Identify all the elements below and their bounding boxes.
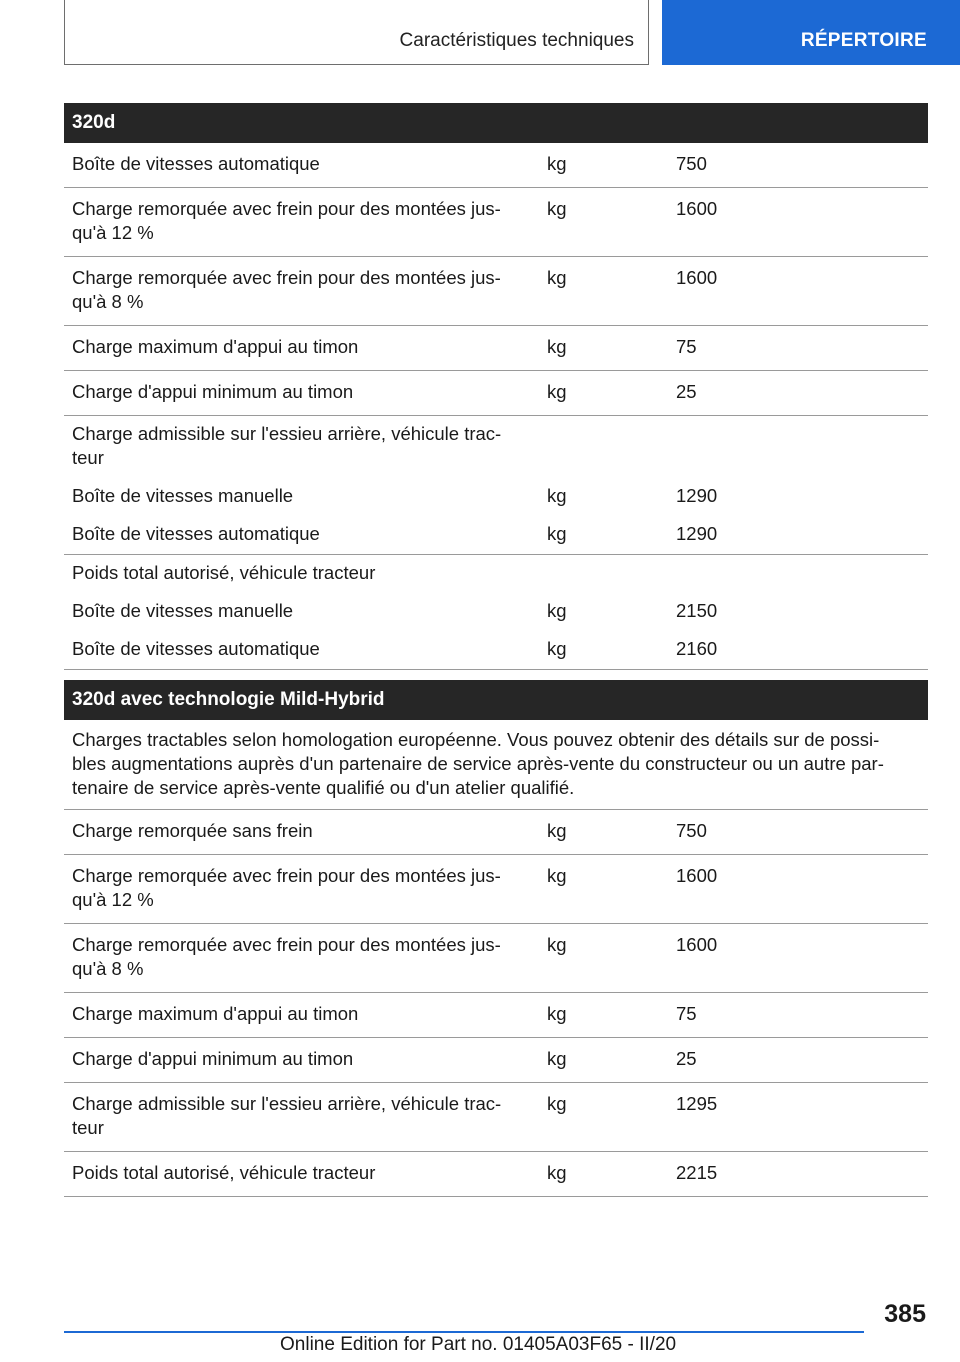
table-row <box>64 516 928 555</box>
spec-table-320d-mild-hybrid <box>64 680 928 1197</box>
row-label: Charge maximum d'appui au timon <box>72 1003 359 1024</box>
header-index-tab[interactable] <box>662 0 960 65</box>
row-label: Boîte de vitesses manuelle <box>72 485 294 506</box>
row-value: 2215 <box>676 1162 718 1183</box>
row-label: Boîte de vitesses manuelle <box>72 600 294 621</box>
row-unit: kg <box>547 1093 567 1114</box>
row-label: Charge remorquée avec frein pour des montées jus- qu'à 12 % <box>72 198 501 243</box>
table-row <box>64 1152 928 1197</box>
row-unit: kg <box>547 267 567 288</box>
table-title: 320d <box>64 103 928 143</box>
table-row <box>64 478 928 516</box>
row-value: 1290 <box>676 485 718 506</box>
row-unit: kg <box>547 1048 567 1069</box>
table-row <box>64 924 928 993</box>
row-value: 1290 <box>676 523 718 544</box>
row-value: 1600 <box>676 198 718 219</box>
table-row <box>64 855 928 924</box>
table-row <box>64 1038 928 1083</box>
row-unit: kg <box>547 153 567 174</box>
row-value: 75 <box>676 1003 697 1024</box>
table-row <box>64 555 928 593</box>
row-unit: kg <box>547 1003 567 1024</box>
row-value: 25 <box>676 381 697 402</box>
row-label: Poids total autorisé, véhicule tracteur <box>72 562 376 583</box>
row-unit: kg <box>547 485 567 506</box>
row-label: Charge remorquée avec frein pour des montées jus- qu'à 8 % <box>72 267 501 312</box>
table-row <box>64 257 928 326</box>
row-value: 1600 <box>676 267 718 288</box>
row-value: 2150 <box>676 600 718 621</box>
row-value: 750 <box>676 153 707 174</box>
row-label: Charge d'appui minimum au timon <box>72 381 354 402</box>
table-row <box>64 993 928 1038</box>
row-label: Charge admissible sur l'essieu arrière, véhicule trac- teur <box>72 423 502 468</box>
row-label: Charge maximum d'appui au timon <box>72 336 359 357</box>
row-unit: kg <box>547 336 567 357</box>
row-value: 2160 <box>676 638 718 659</box>
table-row <box>64 188 928 257</box>
footer-divider <box>64 1331 864 1333</box>
row-value: 1295 <box>676 1093 718 1114</box>
table-row <box>64 143 928 188</box>
row-unit: kg <box>547 1162 567 1183</box>
row-label: Poids total autorisé, véhicule tracteur <box>72 1162 376 1183</box>
row-unit: kg <box>547 934 567 955</box>
row-label: Charge d'appui minimum au timon <box>72 1048 354 1069</box>
header-section-title: Caractéristiques techniques <box>399 30 634 51</box>
row-label: Charge admissible sur l'essieu arrière, véhicule trac- teur <box>72 1093 502 1138</box>
row-value: 750 <box>676 820 707 841</box>
table-row <box>64 810 928 855</box>
row-label: Boîte de vitesses automatique <box>72 523 320 544</box>
header-index-label: RÉPERTOIRE <box>800 30 927 51</box>
table-row <box>64 371 928 416</box>
row-label: Boîte de vitesses automatique <box>72 153 320 174</box>
table-row <box>64 1083 928 1152</box>
row-value: 1600 <box>676 934 718 955</box>
spec-table-320d <box>64 103 928 670</box>
row-value: 25 <box>676 1048 697 1069</box>
page-number: 385 <box>884 1300 926 1328</box>
row-unit: kg <box>547 820 567 841</box>
table-title: 320d avec technologie Mild-Hybrid <box>64 680 928 720</box>
row-label: Boîte de vitesses automatique <box>72 638 320 659</box>
row-label: Charge remorquée sans frein <box>72 820 313 841</box>
table-row <box>64 416 928 478</box>
row-value: 75 <box>676 336 697 357</box>
footer-edition-text: Online Edition for Part no. 01405A03F65 - II/20 <box>280 1334 677 1355</box>
table-row <box>64 593 928 631</box>
table-row <box>64 631 928 670</box>
row-unit: kg <box>547 523 567 544</box>
row-unit: kg <box>547 600 567 621</box>
row-unit: kg <box>547 865 567 886</box>
row-label: Charge remorquée avec frein pour des montées jus- qu'à 8 % <box>72 934 501 979</box>
table-row <box>64 326 928 371</box>
row-unit: kg <box>547 381 567 402</box>
row-unit: kg <box>547 198 567 219</box>
header-section-tab[interactable] <box>64 0 649 65</box>
row-label: Charge remorquée avec frein pour des montées jus- qu'à 12 % <box>72 865 501 910</box>
table-intro: Charges tractables selon homologation européenne. Vous pouvez obtenir des détails sur de possi- bles augmentations auprès d'un partenaire de service après-vente du constructeur ou un autre par- tenaire de service après-vente qualifié ou d'un atelier qualifié. <box>64 720 928 810</box>
row-unit: kg <box>547 638 567 659</box>
row-value: 1600 <box>676 865 718 886</box>
footer-edition <box>280 1334 676 1356</box>
